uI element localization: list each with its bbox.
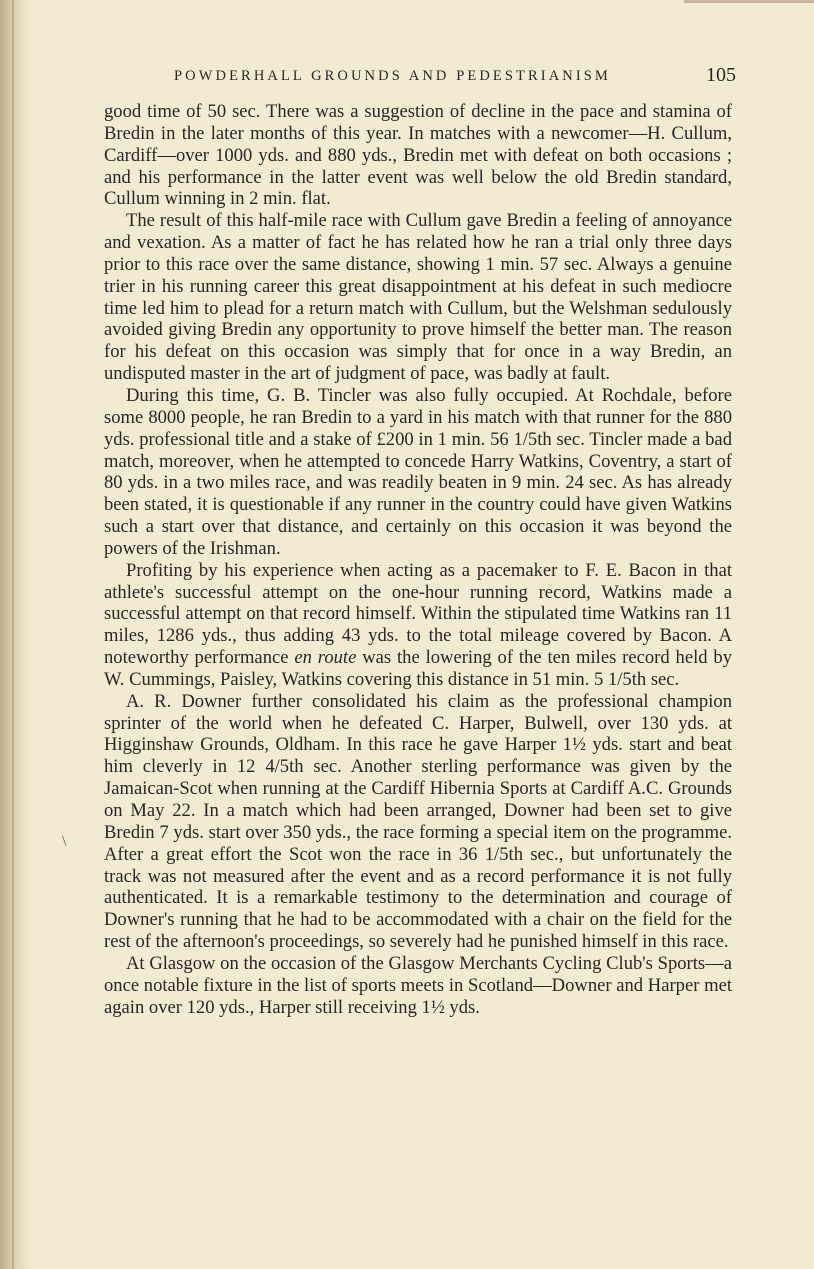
gutter-line [12, 0, 14, 1269]
margin-pencil-mark: \ [62, 833, 67, 850]
page-top-edge [684, 0, 814, 3]
paragraph-4 [104, 560, 732, 691]
paragraph-4-italic: en route [294, 647, 357, 669]
paragraph-5: A. R. Downer further consolidated his claim as the professional champion sprinter of the world when he defeated C. Harper, Bulwell, over 130 yds. at Higginshaw Grounds, Oldham. In this race he gave Harper 1½ yds. start and beat him cleverly in 12 4/5th sec. Another sterling performance was given by the Jamaican-Scot when running at the Cardiff Hibernia Sports at Cardiff A.C. Grounds on May 22. In a match which had been arranged, Downer had been set to give Bredin 7 yds. start over 350 yds., the race forming a special item on the programme. After a great effort the Scot won the race in 36 1/5th sec., but unfortunately the track was not measured after the event and as a record performance it is not fully authenticated. It is a remarkable testimony to the determination and courage of Downer's running that he had to be accommodated with a chair on the field for the rest of the afternoon's proceedings, so severely had he punished himself in this race. [104, 690, 732, 953]
paragraph-4-text-b: was the lowering of the ten miles record held by W. Cummings, Paisley, Watkins covering this distance in 51 min. 5 1/5th sec. [104, 647, 732, 690]
page-header [104, 64, 736, 92]
running-head: POWDERHALL GROUNDS AND PEDESTRIANISM [174, 68, 611, 84]
paragraph-2: The result of this half-mile race with Cullum gave Bredin a feeling of annoyance and vexation. As a matter of fact he has related how he ran a trial only three days prior to this race over the same distance, showing 1 min. 57 sec. Always a genuine trier in his running career this great disappointment at his defeat in such mediocre time led him to plead for a return match with Cullum, but the Welshman sedulously avoided giving Bredin any opportunity to prove himself the better man. The reason for his defeat on this occasion was simply that for once in a way Bredin, an undisputed master in the art of judgment of pace, was badly at fault. [104, 210, 732, 385]
paragraph-3: During this time, G. B. Tincler was also fully occupied. At Rochdale, before some 8000 people, he ran Bredin to a yard in his match with that runner for the 880 yds. professional title and a stake of £200 in 1 min. 56 1/5th sec. Tincler made a bad match, moreover, when he attempted to concede Harry Watkins, Coventry, a start of 80 yds. in a two miles race, and was readily beaten in 9 min. 24 sec. As has already been stated, it is questionable if any runner in the country could have given Watkins such a start over that distance, and certainly on this occasion it was beyond the powers of the Irishman. [104, 384, 732, 559]
page-number: 105 [706, 64, 736, 86]
paragraph-1: good time of 50 sec. There was a suggestion of decline in the pace and stamina of Bredin in the later months of this year. In matches with a newcomer—H. Cullum, Cardiff—over 1000 yds. and 880 yds., Bredin met with defeat on both occasions ; and his performance in the latter event was well below the old Bredin standard, Cullum winning in 2 min. flat. [104, 101, 732, 210]
book-spine-shadow [0, 0, 34, 1269]
paragraph-6: At Glasgow on the occasion of the Glasgow Merchants Cycling Club's Sports—a once notable fixture in the list of sports meets in Scotland—Downer and Harper met again over 120 yds., Harper still receiving 1½ yds. [104, 952, 732, 1018]
body-text [104, 101, 732, 1018]
paragraph-4-text-a: Profiting by his experience when acting as a pacemaker to F. E. Bacon in that athlete's successful attempt on the one-hour running record, Watkins made a successful attempt on that record himself. Within the stipulated time Watkins ran 11 miles, 1286 yds., thus adding 43 yds. to the total mileage covered by Bacon. A noteworthy performance [104, 559, 732, 669]
